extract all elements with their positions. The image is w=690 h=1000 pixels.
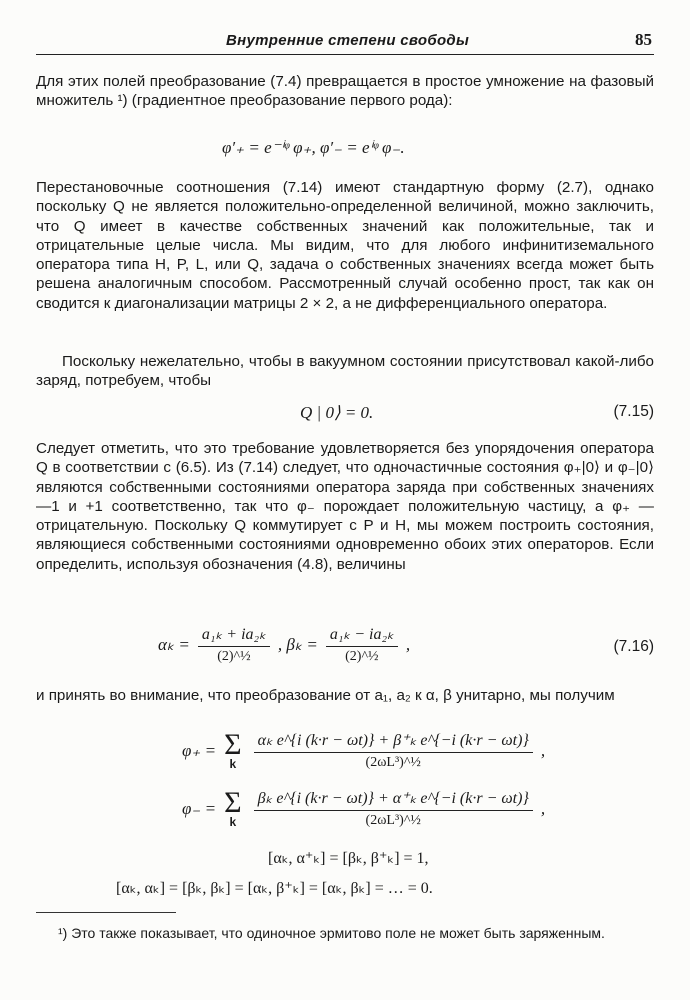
- phi-plus-denominator: (2ωL³)^½: [365, 755, 421, 770]
- phi-plus-fraction: [254, 730, 533, 771]
- paragraph-4: Следует отметить, что это требование удовлетворяется без упорядочения оператора Q в соответствии с (6.5). Из (7.14) следует, что одночастичные состояния φ₊|0⟩ и φ₋|0⟩ являются собственными состояниями оператора заряда при собственных значениях —1 и +1 соответственно, так что φ₋ порождает положительную частицу, а φ₊ — отрицательную. Поскольку Q коммутирует с P и H, мы можем построить состояния, являющиеся собственными состояниями одновременно обоих этих операторов. Если определить, используя обозначения (4.8), величины: [36, 440, 654, 573]
- alpha-denominator: (2)^½: [217, 649, 251, 664]
- alpha-lhs: αₖ =: [158, 634, 190, 654]
- phi-minus-lhs: φ₋ =: [182, 798, 217, 818]
- equation-7-16-number-row: [36, 638, 654, 660]
- equation-phase: [36, 138, 654, 160]
- equation-7-15: [36, 403, 654, 425]
- equation-commutator-2: [αₖ, αₖ] = [βₖ, βₖ] = [αₖ, β⁺ₖ] = [αₖ, βₖ] = … = 0.: [116, 880, 433, 897]
- running-head: [36, 28, 654, 55]
- summation-icon: Σ k: [224, 785, 242, 829]
- paragraph-1: Для этих полей преобразование (7.4) превращается в простое умножение на фазовый множитель ¹) (градиентное преобразование первого рода):: [36, 73, 654, 110]
- footnote: ¹) Это также показывает, что одиночное эрмитово поле не может быть заряженным.: [58, 925, 605, 941]
- phi-plus-lhs: φ₊ =: [182, 740, 217, 760]
- summation-index: k: [229, 814, 237, 829]
- summation-icon: Σ k: [224, 727, 242, 771]
- page-number: 85: [635, 30, 652, 49]
- phi-minus-tail: ,: [540, 798, 546, 818]
- equation-number-7-15: (7.15): [613, 403, 654, 420]
- equation-number-7-16: (7.16): [613, 638, 654, 655]
- phi-plus-tail: ,: [540, 740, 546, 760]
- equation-commutator-1: [αₖ, α⁺ₖ] = [βₖ, β⁺ₖ] = 1,: [268, 850, 429, 867]
- paragraph-5: и принять во внимание, что преобразование от a₁, a₂ к α, β унитарно, мы получим: [36, 687, 615, 704]
- phi-plus-numerator: αₖ e^{i (k·r − ωt)} + β⁺ₖ e^{−i (k·r − ωt)}: [254, 730, 533, 753]
- alpha-numerator: a₁ₖ + ia₂ₖ: [198, 624, 270, 647]
- equation-phi-minus: [182, 785, 546, 829]
- phi-minus-fraction: [254, 788, 533, 829]
- beta-denominator: (2)^½: [345, 649, 379, 664]
- phi-minus-denominator: (2ωL³)^½: [365, 813, 421, 828]
- beta-lhs: , βₖ =: [277, 634, 318, 654]
- running-head-title: Внутренние степени свободы: [226, 32, 470, 49]
- beta-numerator: a₁ₖ − ia₂ₖ: [326, 624, 398, 647]
- equation-7-16-tail: ,: [405, 634, 411, 654]
- equation-phase-body: φ′₊ = e⁻ⁱᵠ φ₊, φ′₋ = eⁱᵠ φ₋.: [222, 138, 405, 157]
- phi-minus-numerator: βₖ e^{i (k·r − ωt)} + α⁺ₖ e^{−i (k·r − ωt)}: [254, 788, 533, 811]
- summation-index: k: [229, 756, 237, 771]
- equation-7-15-body: Q | 0⟩ = 0.: [300, 403, 374, 422]
- paragraph-3: Поскольку нежелательно, чтобы в вакуумном состоянии присутствовал какой-либо заряд, потребуем, чтобы: [36, 353, 654, 390]
- equation-phi-plus: [182, 727, 546, 771]
- paragraph-2: Перестановочные соотношения (7.14) имеют стандартную форму (2.7), однако поскольку Q не является положительно-определенной величиной, можно заключить, что Q имеет в качестве собственных значений как положительные, так и отрицательные целые числа. Мы видим, что для любого инфинитиземального оператора типа H, P, L, или Q, задача о собственных значениях всегда может быть решена аналогичным способом. Рассмотренный случай особенно прост, так как он сводится к диагонализации матрицы 2 × 2, а не дифференциального оператора.: [36, 179, 654, 312]
- footnote-divider: [36, 912, 176, 913]
